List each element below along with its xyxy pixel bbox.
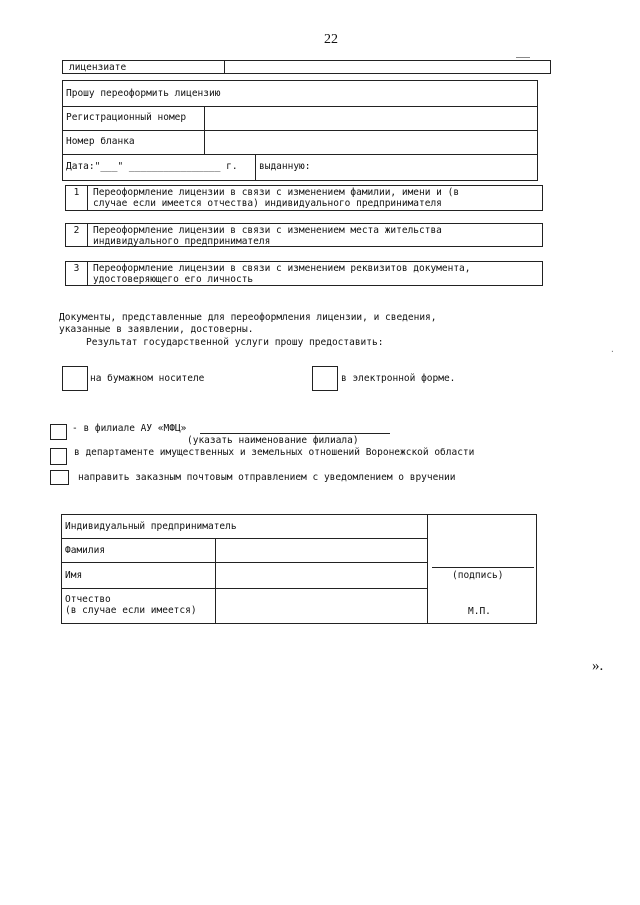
licensee-row — [62, 60, 551, 74]
option-2[interactable] — [65, 223, 543, 247]
surname-label: Фамилия — [65, 545, 106, 556]
dept-checkbox[interactable] — [50, 448, 67, 465]
option-text-line2: удостоверяющего его личность — [93, 274, 254, 285]
paper-checkbox[interactable] — [62, 366, 88, 391]
col-divider — [427, 515, 428, 623]
option-number: 3 — [66, 262, 88, 285]
patronymic-label-2: (в случае если имеется) — [65, 605, 197, 616]
col-divider — [215, 538, 216, 623]
entrepreneur-header: Индивидуальный предприниматель — [65, 521, 237, 532]
blank-number-field[interactable] — [205, 131, 537, 153]
signature-label: (подпись) — [452, 570, 504, 581]
electronic-checkbox[interactable] — [312, 366, 338, 391]
licensee-label: лицензиате — [69, 62, 127, 73]
option-text-line1: Переоформление лицензии в связи с изменением места жительства — [93, 225, 442, 236]
surname-field[interactable] — [217, 539, 426, 561]
mfc-label: - в филиале АУ «МФЦ» — [72, 423, 187, 434]
signature-line[interactable] — [432, 567, 534, 568]
closing-quote: ». — [592, 658, 604, 674]
stamp-label: М.П. — [468, 606, 491, 617]
licensee-divider — [224, 61, 225, 73]
option-3[interactable] — [65, 261, 543, 286]
issued-label: выданную: — [259, 161, 311, 172]
request-table — [62, 80, 538, 181]
blank-number-label: Номер бланка — [66, 136, 135, 147]
statement-line2: указанные в заявлении, достоверны. — [59, 324, 254, 335]
name-label: Имя — [65, 570, 83, 581]
option-text-line2: индивидуального предпринимателя — [93, 236, 271, 247]
option-number: 1 — [66, 186, 88, 210]
name-field[interactable] — [217, 563, 426, 587]
option-text-line2: случае если имеется отчества) индивидуального предпринимателя — [93, 198, 442, 209]
statement-line3: Результат государственной услуги прошу предоставить: — [86, 337, 384, 348]
page-number: 22 — [324, 32, 338, 47]
col-divider — [255, 154, 256, 180]
signature-table — [61, 514, 537, 624]
mail-label: направить заказным почтовым отправлением с уведомлением о вручении — [78, 472, 456, 483]
paper-label: на бумажном носителе — [90, 373, 205, 384]
option-text-line1: Переоформление лицензии в связи с изменением реквизитов документа, — [93, 263, 471, 274]
dash-mark — [516, 57, 530, 58]
dept-label: в департаменте имущественных и земельных отношений Воронежской области — [74, 447, 475, 458]
reg-number-label: Регистрационный номер — [66, 112, 187, 123]
electronic-label: в электронной форме. — [341, 373, 456, 384]
mfc-hint: (указать наименование филиала) — [187, 435, 359, 446]
option-number: 2 — [66, 224, 88, 246]
mfc-branch-line[interactable] — [200, 433, 390, 434]
date-label[interactable]: Дата:"___" ________________ г. — [66, 161, 238, 172]
option-text-line1: Переоформление лицензии в связи с изменением фамилии, имени и (в — [93, 187, 460, 198]
patronymic-field[interactable] — [217, 589, 426, 622]
option-1[interactable] — [65, 185, 543, 211]
mfc-checkbox[interactable] — [50, 424, 67, 440]
request-title: Прошу переоформить лицензию — [66, 88, 221, 99]
reg-number-field[interactable] — [205, 107, 537, 129]
dot-mark: · — [610, 347, 615, 356]
statement-line1: Документы, представленные для переоформления лицензии, и сведения, — [59, 312, 437, 323]
row-divider — [63, 154, 537, 155]
patronymic-label-1: Отчество — [65, 594, 111, 605]
mail-checkbox[interactable] — [50, 470, 69, 485]
